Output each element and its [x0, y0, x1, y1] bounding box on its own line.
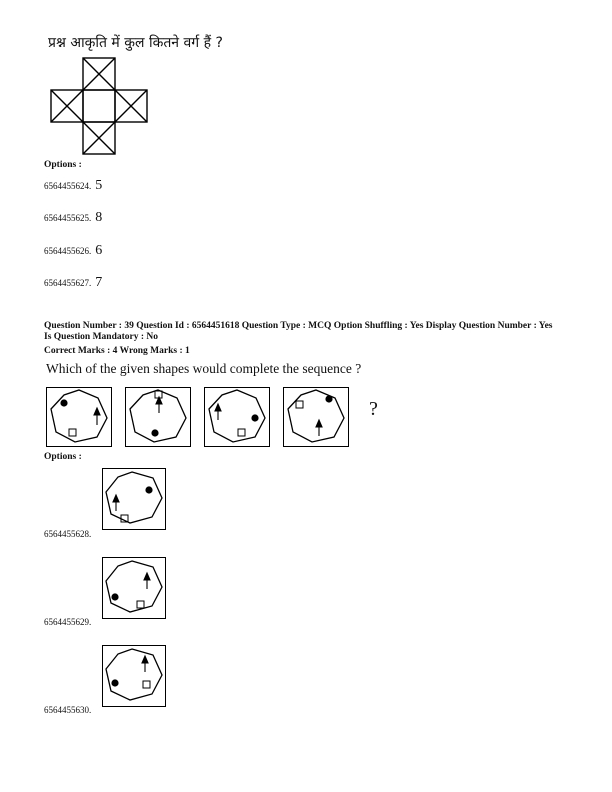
sequence-figure-3	[204, 387, 270, 447]
dot	[111, 593, 118, 600]
dot	[111, 679, 118, 686]
option-figure-c[interactable]	[102, 645, 166, 707]
option-id: 6564455624.	[44, 181, 92, 191]
option-value: 5	[95, 178, 103, 193]
q1-option-a[interactable]	[44, 176, 102, 194]
option-value: 7	[95, 275, 103, 290]
small-square	[69, 429, 76, 436]
q1-option-c[interactable]	[44, 241, 102, 259]
arrow-up-icon	[215, 404, 221, 420]
missing-figure-question-mark: ?	[369, 398, 378, 420]
option-figure-a[interactable]	[102, 468, 166, 530]
arrow-up-icon	[113, 495, 119, 511]
arrow-up-icon	[94, 408, 100, 425]
question-meta-line1: Question Number : 39 Question Id : 6564451618 Question Type : MCQ Option Shuffling : Yes Display Question Number : Yes	[44, 321, 553, 331]
q2-options-label: Options :	[44, 452, 82, 462]
q2-option-b-id[interactable]: 6564455629.	[44, 617, 92, 627]
q1-option-d[interactable]	[44, 273, 102, 291]
option-value: 6	[95, 243, 103, 258]
small-square	[238, 429, 245, 436]
dot	[325, 395, 332, 402]
arrow-up-icon	[142, 656, 148, 672]
arrow-up-icon	[316, 420, 322, 436]
question-meta-line2: Is Question Mandatory : No	[44, 332, 159, 342]
squares-figure-bottom	[83, 122, 116, 155]
option-id: 6564455625.	[44, 213, 92, 223]
q1-option-b[interactable]	[44, 208, 102, 226]
q1-options-label: Options :	[44, 160, 82, 170]
option-value: 8	[95, 210, 103, 225]
small-square	[137, 601, 144, 608]
arrow-up-icon	[144, 573, 150, 589]
dot	[60, 399, 67, 406]
option-figure-b[interactable]	[102, 557, 166, 619]
fig-square-center	[83, 90, 115, 122]
arrow-up-icon	[156, 397, 162, 413]
sequence-figure-2	[125, 387, 191, 447]
sequence-figure-4	[283, 387, 349, 447]
question-1-text: प्रश्न आकृति में कुल कितने वर्ग हैं ?	[48, 35, 223, 51]
small-square	[143, 681, 150, 688]
question-2-text: Which of the given shapes would complete the sequence ?	[46, 361, 362, 376]
question-marks: Correct Marks : 4 Wrong Marks : 1	[44, 346, 190, 356]
dot	[251, 414, 258, 421]
small-square	[296, 401, 303, 408]
option-id: 6564455626.	[44, 246, 92, 256]
q2-option-a-id[interactable]: 6564455628.	[44, 529, 92, 539]
squares-figure	[50, 58, 148, 128]
option-id: 6564455627.	[44, 278, 92, 288]
dot	[151, 429, 158, 436]
sequence-figure-1	[46, 387, 112, 447]
q2-option-c-id[interactable]: 6564455630.	[44, 705, 92, 715]
dot	[145, 486, 152, 493]
